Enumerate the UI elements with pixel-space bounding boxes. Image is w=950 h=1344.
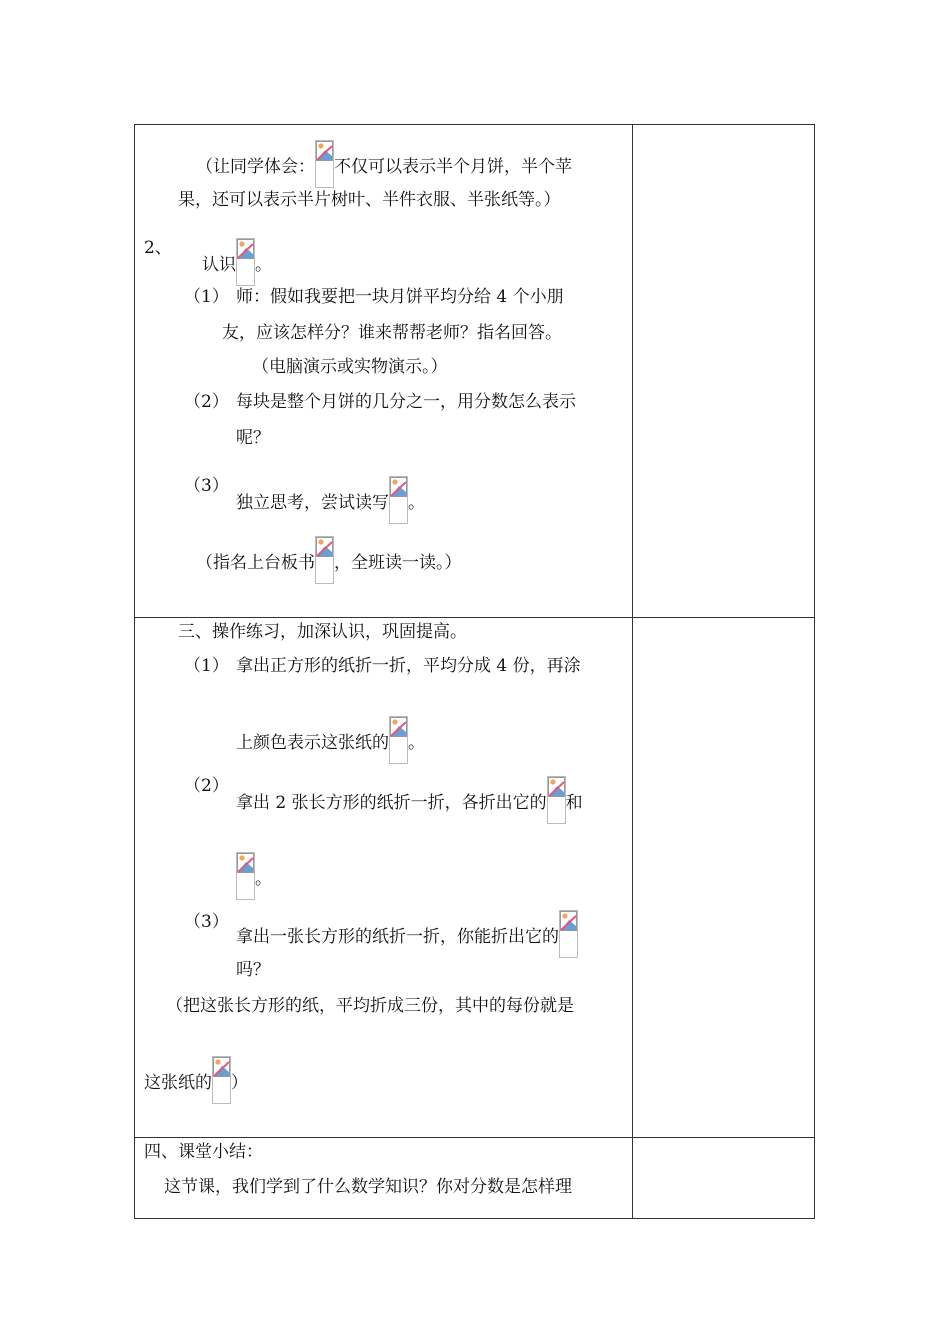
item-2-label: 认识 (202, 255, 236, 275)
section-4-heading: 四、课堂小结： (144, 1142, 263, 1162)
note-line-2: 果，还可以表示半片树叶、半件衣服、半张纸等。） (178, 190, 561, 210)
broken-image-icon (212, 1056, 231, 1104)
step-2-line-1: 每块是整个月饼的几分之一，用分数怎么表示 (236, 392, 576, 412)
step-1-line-3: （电脑演示或实物演示。） (252, 357, 448, 377)
punctuation: 。 (255, 869, 272, 889)
punctuation: 。 (255, 255, 272, 275)
broken-image-icon (547, 776, 566, 824)
practice-3-number: （3） (184, 912, 229, 932)
practice-1-line-2 (236, 716, 425, 764)
step-3-text: 独立思考，尝试读写 (236, 493, 389, 513)
board-text: （指名上台板书 (196, 553, 315, 573)
item-2-number: 2、 (144, 238, 172, 258)
item-2-heading (202, 238, 272, 286)
step-1-number: （1） (184, 287, 229, 307)
summary-line-1: 这节课，我们学到了什么数学知识？你对分数是怎样理 (164, 1177, 572, 1197)
broken-image-icon (315, 536, 334, 584)
punctuation: 。 (408, 733, 425, 753)
step-3-number: （3） (184, 476, 229, 496)
step-1-line-2: 友，应该怎样分？谁来帮帮老师？指名回答。 (222, 323, 562, 343)
board-line (196, 536, 462, 584)
practice-3-text: 拿出一张长方形的纸折一折，你能折出它的 (236, 927, 559, 947)
practice-1-line-1: 拿出正方形的纸折一折，平均分成 4 份，再涂 (236, 656, 581, 676)
practice-2-and: 和 (565, 793, 583, 813)
practice-1-number: （1） (184, 656, 229, 676)
broken-image-icon (389, 716, 408, 764)
practice-2-text: 拿出 2 张长方形的纸折一折，各折出它的 (236, 793, 547, 813)
column-divider (632, 125, 633, 1218)
step-1-line-1: 师：假如我要把一块月饼平均分给 4 个小朋 (236, 287, 564, 307)
step-3-line (236, 476, 425, 524)
note-text: （让同学体会： (196, 157, 315, 177)
step-2-line-2: 呢？ (236, 428, 270, 448)
broken-image-icon (236, 238, 255, 286)
note-text: 不仅可以表示半个月饼，半个苹 (334, 157, 572, 177)
step-2-number: （2） (184, 392, 229, 412)
practice-note-line-2 (144, 1056, 248, 1104)
row-divider (135, 617, 814, 618)
practice-2-number: （2） (184, 776, 229, 796)
board-text: ，全班读一读。） (334, 553, 462, 573)
broken-image-icon (236, 852, 255, 900)
practice-note-text: 这张纸的 (144, 1073, 212, 1093)
broken-image-icon (315, 140, 334, 188)
practice-note-line-1: （把这张长方形的纸，平均折成三份，其中的每份就是 (166, 996, 574, 1016)
practice-3-line-2: 吗？ (236, 960, 270, 980)
practice-1-text: 上颜色表示这张纸的 (236, 733, 389, 753)
row-divider (135, 1137, 814, 1138)
punctuation: ） (231, 1073, 248, 1093)
practice-2-line-1 (236, 776, 583, 824)
practice-3-line-1 (236, 910, 578, 958)
broken-image-icon (389, 476, 408, 524)
punctuation: 。 (408, 493, 425, 513)
practice-2-line-2 (236, 852, 272, 900)
note-line-1 (196, 140, 572, 188)
section-3-heading: 三、操作练习，加深认识，巩固提高。 (178, 622, 467, 642)
broken-image-icon (559, 910, 578, 958)
